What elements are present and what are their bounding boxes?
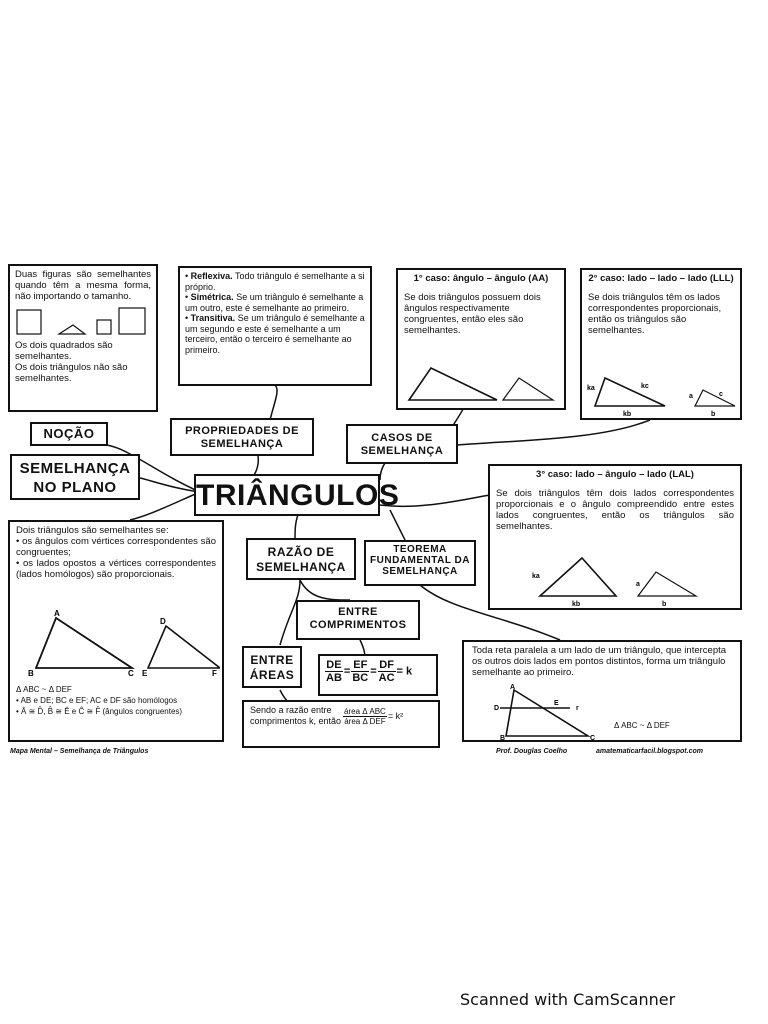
teorema-vertex-a: A (510, 684, 516, 691)
nocao-text2: Os dois quadrados são semelhantes. (15, 340, 113, 362)
ratio-de: DE (326, 659, 342, 671)
footer-author: Prof. Douglas Coelho (496, 748, 568, 755)
teorema-line-r: r (576, 705, 579, 712)
caso1-figure (403, 358, 563, 408)
reflexiva-title: Reflexiva. (190, 271, 233, 281)
shapes-figure (15, 304, 155, 338)
caso3-text: Se dois triângulos têm dois lados correspondentes proporcionais e o ângulo compreendido entre estes lados congruentes, então os triângulos são semelhantes. (496, 488, 734, 532)
caso3-figure (496, 556, 736, 612)
area-result: = k² (387, 711, 404, 721)
footer-site: amatematicarfacil.blogspot.com (596, 748, 703, 755)
caso2-figure (585, 362, 740, 418)
razao-label: RAZÃO DE SEMELHANÇA (246, 538, 356, 580)
caso2-label-a: a (689, 393, 693, 400)
area-formula-box (242, 700, 440, 748)
entre-comprimentos-label: ENTRE COMPRIMENTOS (296, 600, 420, 640)
caso1-box (396, 268, 566, 410)
teorema-vertex-e: E (554, 700, 559, 707)
area-den: área Δ DEF (344, 716, 386, 726)
nocao-text1: Duas figuras são semelhantes quando têm a mesma forma, não importando o tamanho. (15, 269, 151, 302)
caso2-label-b: b (711, 411, 716, 418)
area-num: área Δ ABC (344, 706, 386, 716)
transitiva-title: Transitiva. (190, 313, 236, 323)
area-text: Sendo a razão entre comprimentos k, então (250, 705, 342, 726)
caso2-label-kc: kc (641, 383, 649, 390)
ratio-ab: AB (326, 672, 342, 684)
caso1-title: 1° caso: ângulo – ângulo (AA) (413, 273, 549, 284)
ratio-formula-box: $\frac{DE}{AB}$ = $\frac{EF}{BC}$ = $\frac{DF}{AC}$ = k (318, 654, 438, 696)
simetrica-text: Se um triângulo é semelhante a um outro, este é semelhante ao primeiro. (185, 292, 364, 313)
caso2-label-c: c (719, 391, 723, 398)
semelhanca-plano-label: SEMELHANÇA NO PLANO (10, 454, 140, 500)
teorema-label: TEOREMA FUNDAMENTAL DA SEMELHANÇA (364, 540, 476, 586)
teorema-figure (484, 684, 644, 740)
caso1-text: Se dois triângulos possuem dois ângulos respectivamente congruentes, então eles são semelhantes. (404, 292, 541, 336)
semelhanca-figure (14, 610, 220, 680)
teorema-vertex-c: C (590, 735, 596, 740)
ratio-ef: EF (353, 659, 368, 671)
vertex-f: F (212, 669, 217, 678)
propriedades-label: PROPRIEDADES DE SEMELHANÇA (170, 418, 314, 456)
vertex-a: A (54, 610, 60, 618)
caso2-label-ka: ka (587, 385, 595, 392)
ratio-bc: BC (352, 672, 369, 684)
teorema-vertex-d: D (494, 705, 500, 712)
ratio-k: k (406, 665, 413, 678)
nocao-label: NOÇÃO (30, 422, 108, 446)
teorema-box (462, 640, 742, 742)
reflexiva-text: Todo triângulo é semelhante a si próprio. (185, 271, 365, 292)
caso2-label-kb: kb (623, 411, 632, 418)
transitiva-text: Se um triângulo é semelhante a um segundo e este é semelhante a um terceiro, então o terceiro é semelhante ao primeiro. (185, 313, 365, 355)
ratio-ac: AC (378, 672, 395, 684)
propriedades-box: • Reflexiva. Todo triângulo é semelhante a si próprio. • Simétrica. Se um triângulo é semelhante a um outro, este é semelhante ao primeiro. • Transitiva. Se um triângulo é semelhante a um segundo e este é semelhante a um terceiro, então o terceiro é semelhante ao primeiro. (178, 266, 372, 386)
semelhanca-intro: Dois triângulos são semelhantes se: (16, 525, 169, 536)
teorema-text: Toda reta paralela a um lado de um triângulo, que intercepta os outros dois lados em pontos distintos, forma um triângulo semelhante ao primeiro. (472, 645, 727, 678)
camscanner-watermark: Scanned with CamScanner (460, 990, 676, 1009)
teorema-vertex-b: B (500, 735, 506, 740)
caso2-text: Se dois triângulos têm os lados correspondentes proporcionais, então os triângulos são semelhantes. (588, 292, 722, 336)
entre-areas-label: ENTRE ÁREAS (242, 646, 302, 688)
footer-left: Mapa Mental – Semelhança de Triângulos (10, 748, 149, 755)
nocao-box (8, 264, 158, 412)
caso3-label-kb: kb (572, 601, 581, 608)
semelhanca-angles: Â ≅ D̂, B̂ ≅ Ê e Ĉ ≅ F̂ (ângulos congruentes) (21, 707, 183, 716)
caso2-box (580, 268, 742, 420)
caso3-label-b: b (662, 601, 667, 608)
vertex-b: B (28, 669, 34, 678)
caso3-label-a: a (636, 581, 640, 588)
nocao-text3: Os dois triângulos não são semelhantes. (15, 362, 128, 384)
ratio-df: DF (379, 659, 394, 671)
simetrica-title: Simétrica. (190, 292, 234, 302)
casos-label: CASOS DE SEMELHANÇA (346, 424, 458, 464)
semelhanca-homologos: AB e DE; BC e EF; AC e DF são homólogos (20, 696, 178, 705)
caso3-label-ka: ka (532, 573, 540, 580)
semelhanca-sim: Δ ABC ~ Δ DEF (16, 685, 72, 694)
caso3-box (488, 464, 742, 610)
semelhanca-bullet2: os lados opostos a vértices correspondentes (lados homólogos) são proporcionais. (16, 558, 217, 580)
semelhanca-bullet1: os ângulos com vértices correspondentes são congruentes; (16, 536, 216, 558)
caso3-title: 3° caso: lado – ângulo – lado (LAL) (536, 469, 694, 480)
vertex-d: D (160, 617, 166, 626)
center-title: TRIÂNGULOS (194, 474, 380, 516)
semelhanca-def-box: Dois triângulos são semelhantes se: • os ângulos com vértices correspondentes são congruentes; • os lados opostos a vértices correspondentes (lados homólogos) são proporcionais. A B C D E F Δ ABC ~ Δ DEF • AB e DE; BC e EF; AC e DF são homólogos • Â ≅ D̂, B̂ ≅ Ê e Ĉ ≅ F̂ (ângulos congruentes) (8, 520, 224, 742)
vertex-e: E (142, 669, 148, 678)
caso2-title: 2° caso: lado – lado – lado (LLL) (588, 273, 734, 284)
teorema-sim: Δ ABC ~ Δ DEF (614, 721, 670, 730)
vertex-c: C (128, 669, 134, 678)
